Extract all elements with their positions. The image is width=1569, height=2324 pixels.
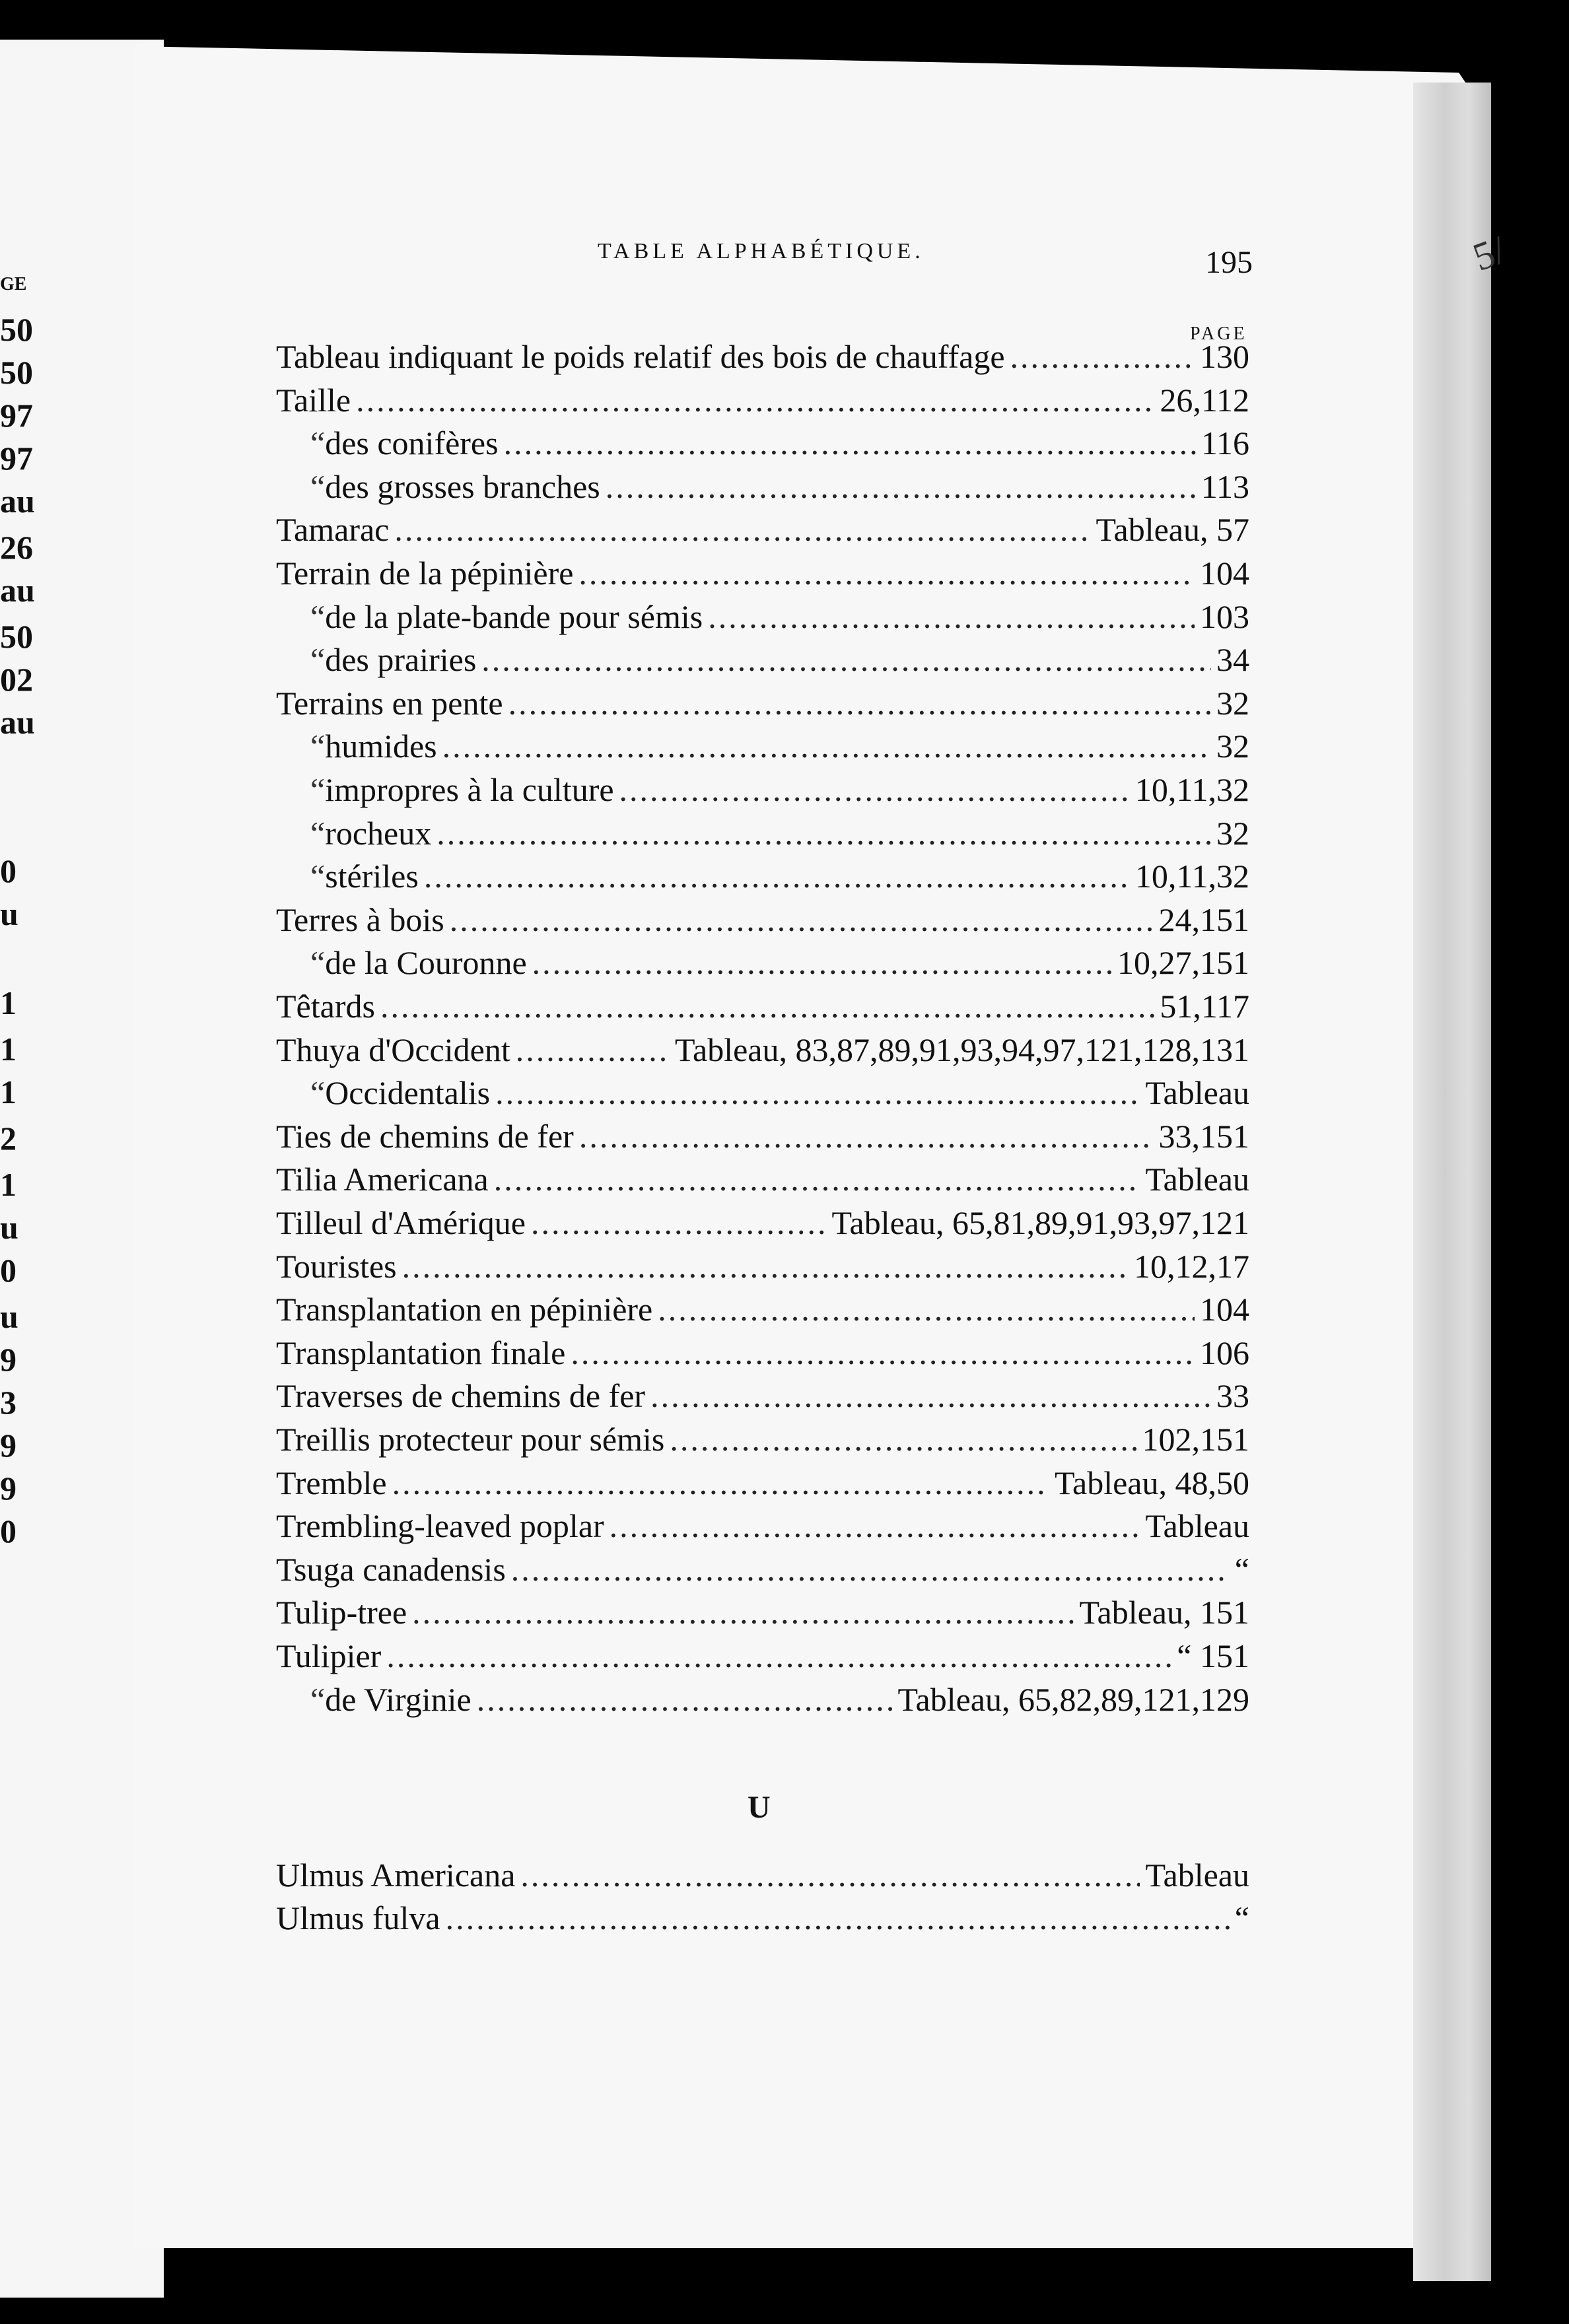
index-entry — [276, 1596, 1249, 1629]
entry-page-reference: 10,11,32 — [1134, 771, 1249, 808]
left-margin-fragment: 9 — [0, 1427, 17, 1464]
index-entry — [310, 944, 1249, 982]
entry-page-reference: 102,151 — [1142, 1421, 1249, 1458]
entry-page-reference: 34 — [1216, 641, 1249, 679]
entry-term: de Virginie — [325, 1680, 471, 1718]
entry-term: Tsuga canadensis — [276, 1550, 506, 1588]
dot-leader — [450, 903, 1154, 936]
entry-term: rocheux — [325, 814, 432, 852]
dot-leader — [520, 1859, 1140, 1892]
dot-leader — [516, 1033, 670, 1066]
entry-term: Occidentalis — [325, 1074, 491, 1112]
left-margin-fragment: 1 — [0, 1074, 17, 1111]
ditto-mark: “ — [310, 771, 326, 808]
entry-page-reference: 104 — [1200, 555, 1249, 592]
scan-border — [1491, 0, 1569, 2324]
dot-leader — [495, 1076, 1140, 1109]
entry-page-reference: 10,27,151 — [1117, 944, 1249, 982]
index-entry — [310, 773, 1249, 806]
index-entry — [310, 730, 1249, 763]
entry-page-reference: 33,151 — [1158, 1117, 1249, 1155]
dot-leader — [386, 1639, 1171, 1672]
index-entry — [276, 1247, 1249, 1285]
dot-leader — [610, 1509, 1140, 1542]
dot-leader — [424, 860, 1130, 893]
left-margin-fragment: 2 — [0, 1120, 17, 1157]
ditto-mark: “ — [310, 425, 326, 462]
left-margin-fragment: 1 — [0, 1031, 17, 1068]
entry-page-reference: Tableau, 151 — [1079, 1594, 1249, 1631]
ditto-mark: “ — [310, 858, 326, 895]
index-entry — [276, 381, 1249, 419]
entry-page-reference: Tableau — [1145, 1857, 1249, 1894]
left-margin-fragment: 50 — [0, 618, 33, 655]
entry-page-reference: “ — [1234, 1550, 1249, 1588]
index-entry — [310, 1074, 1249, 1112]
left-margin-fragment: 50 — [0, 311, 33, 348]
index-entry — [276, 1336, 1249, 1369]
index-entry — [276, 1163, 1249, 1196]
entry-term: impropres à la culture — [325, 771, 614, 808]
dot-leader — [380, 990, 1154, 1023]
left-margin-fragment: 3 — [0, 1384, 17, 1421]
index-entry — [276, 1206, 1249, 1239]
ditto-mark: “ — [310, 1680, 326, 1718]
entry-page-reference: 103 — [1200, 598, 1249, 635]
entry-page-reference: 33 — [1216, 1377, 1249, 1415]
left-margin-fragment: GE — [0, 274, 27, 294]
entry-term: Terres à bois — [276, 901, 444, 938]
ditto-mark: “ — [310, 1074, 326, 1112]
entry-page-reference: 113 — [1201, 467, 1249, 505]
dot-leader — [650, 1379, 1211, 1412]
entry-term: des conifères — [325, 425, 499, 462]
dot-leader — [571, 1336, 1195, 1369]
dot-leader — [511, 1553, 1230, 1586]
entry-page-reference: 106 — [1200, 1334, 1249, 1371]
entry-page-reference: 104 — [1200, 1291, 1249, 1328]
entry-page-reference: 32 — [1216, 684, 1249, 722]
index-entry — [310, 860, 1249, 893]
entry-page-reference: 32 — [1216, 814, 1249, 852]
index-entry — [276, 1293, 1249, 1326]
left-margin-fragment: 1 — [0, 1166, 17, 1203]
handwritten-mark: 5/ — [1467, 228, 1512, 280]
dot-leader — [392, 1466, 1049, 1499]
dot-leader — [1010, 340, 1195, 373]
dot-leader — [481, 643, 1211, 676]
entry-term: Traverses de chemins de fer — [276, 1377, 646, 1415]
entry-page-reference: “ — [1234, 1899, 1249, 1936]
left-margin-fragment: 02 — [0, 661, 33, 698]
left-margin-fragment: au — [0, 572, 35, 609]
index-entry — [276, 903, 1249, 936]
ditto-mark: “ — [310, 598, 326, 635]
index-entry — [276, 1466, 1249, 1499]
entry-page-reference: 10,12,17 — [1134, 1247, 1249, 1285]
dot-leader — [477, 1683, 893, 1716]
dot-leader — [412, 1596, 1074, 1629]
entry-term: Tulip-tree — [276, 1594, 407, 1631]
index-entry — [310, 467, 1249, 505]
page-column-label: PAGE — [1190, 324, 1247, 344]
left-margin-fragment: 0 — [0, 1513, 17, 1550]
entry-term: Tulipier — [276, 1637, 382, 1674]
entry-term: Terrains en pente — [276, 684, 503, 722]
dot-leader — [494, 1163, 1140, 1196]
entry-term: humides — [325, 728, 437, 765]
dot-leader — [402, 1250, 1129, 1283]
entry-page-reference: 32 — [1216, 728, 1249, 765]
left-margin-fragment: 97 — [0, 440, 33, 477]
left-margin-fragment: u — [0, 1209, 18, 1246]
index-entry — [310, 641, 1249, 679]
left-margin-fragment: 26 — [0, 529, 33, 566]
section-letter-u: U — [748, 1790, 771, 1825]
index-entry — [276, 1377, 1249, 1415]
entry-term: Taille — [276, 381, 351, 419]
entry-term: Tamarac — [276, 511, 390, 549]
left-margin-fragment: au — [0, 704, 35, 741]
index-entry — [276, 1507, 1249, 1545]
entry-page-reference: 26,112 — [1160, 381, 1249, 419]
dot-leader — [619, 773, 1130, 806]
entry-term: Ties de chemins de fer — [276, 1117, 574, 1155]
left-margin-fragment: 0 — [0, 852, 17, 889]
dot-leader — [658, 1293, 1195, 1326]
entry-page-reference: Tableau, 65,81,89,91,93,97,121 — [831, 1204, 1249, 1241]
dot-leader — [708, 600, 1195, 633]
ditto-mark: “ — [310, 814, 326, 852]
index-entry — [276, 340, 1249, 373]
left-margin-fragment: 50 — [0, 354, 33, 391]
running-head: TABLE ALPHABÉTIQUE. — [598, 239, 924, 263]
entry-term: Ulmus Americana — [276, 1857, 516, 1894]
entry-term: Transplantation finale — [276, 1334, 566, 1371]
left-margin-fragment: 1 — [0, 984, 17, 1021]
entry-term: des grosses branches — [325, 467, 600, 505]
left-margin-fragment: 9 — [0, 1341, 17, 1378]
entry-page-reference: Tableau, 83,87,89,91,93,94,97,121,128,131 — [674, 1031, 1249, 1068]
entry-term: Treillis protecteur pour sémis — [276, 1421, 665, 1458]
left-margin-fragment: 97 — [0, 397, 33, 434]
index-entry — [276, 1033, 1249, 1066]
ditto-mark: “ — [310, 944, 326, 982]
entry-term: des prairies — [325, 641, 477, 679]
ditto-mark: “ — [310, 641, 326, 679]
page-number: 195 — [1205, 245, 1253, 280]
dot-leader — [579, 1120, 1154, 1153]
dot-leader — [670, 1423, 1136, 1456]
left-margin-fragment: 0 — [0, 1252, 17, 1289]
entry-page-reference: 116 — [1201, 425, 1249, 462]
entry-page-reference: Tableau, 57 — [1096, 511, 1249, 549]
left-margin-fragment: 9 — [0, 1470, 17, 1507]
index-entry — [310, 814, 1249, 852]
index-entry — [276, 684, 1249, 722]
dot-leader — [356, 384, 1154, 417]
index-entry — [276, 1901, 1249, 1934]
entry-term: Terrain de la pépinière — [276, 555, 574, 592]
entry-term: Touristes — [276, 1247, 397, 1285]
entry-term: Tremble — [276, 1464, 387, 1501]
entry-term: Transplantation en pépinière — [276, 1291, 653, 1328]
entry-term: Tableau indiquant le poids relatif des bois de chauffage — [276, 338, 1005, 375]
entry-term: Ulmus fulva — [276, 1899, 440, 1936]
index-entry — [276, 1423, 1249, 1456]
entry-page-reference: Tableau — [1145, 1074, 1249, 1112]
index-entry — [276, 1550, 1249, 1588]
dot-leader — [394, 513, 1090, 546]
entry-page-reference: Tableau — [1145, 1507, 1249, 1545]
index-entry — [310, 600, 1249, 633]
dot-leader — [532, 946, 1112, 979]
entry-page-reference: 10,11,32 — [1134, 858, 1249, 895]
dot-leader — [504, 427, 1196, 460]
index-entry — [276, 1117, 1249, 1155]
ditto-mark: “ — [310, 728, 326, 765]
index-entry — [276, 990, 1249, 1023]
left-margin-fragment: u — [0, 895, 18, 932]
entry-term: Trembling-leaved poplar — [276, 1507, 604, 1545]
page-edge-shadow — [1413, 83, 1492, 2281]
entry-page-reference: 130 — [1200, 338, 1249, 375]
index-entry — [276, 557, 1249, 590]
index-entry — [310, 1680, 1249, 1718]
entry-term: de la plate-bande pour sémis — [325, 598, 703, 635]
entry-term: Tilia Americana — [276, 1161, 489, 1198]
entry-page-reference: 51,117 — [1160, 988, 1249, 1025]
entry-term: Tilleul d'Amérique — [276, 1204, 526, 1241]
entry-page-reference: Tableau, 48,50 — [1054, 1464, 1249, 1501]
entry-page-reference: 24,151 — [1158, 901, 1249, 938]
entry-term: stériles — [325, 858, 419, 895]
entry-term: Thuya d'Occident — [276, 1031, 510, 1068]
dot-leader — [442, 730, 1211, 763]
dot-leader — [531, 1206, 826, 1239]
dot-leader — [508, 687, 1211, 720]
index-entry — [310, 427, 1249, 460]
index-entry — [276, 1859, 1249, 1892]
ditto-mark: “ — [310, 467, 326, 505]
dot-leader — [436, 817, 1211, 850]
dot-leader — [606, 470, 1196, 503]
dot-leader — [446, 1901, 1230, 1934]
entry-page-reference: “ 151 — [1177, 1637, 1249, 1674]
entry-page-reference: Tableau — [1145, 1161, 1249, 1198]
entry-term: Têtards — [276, 988, 375, 1025]
entry-term: de la Couronne — [325, 944, 527, 982]
entry-page-reference: Tableau, 65,82,89,121,129 — [897, 1680, 1249, 1718]
dot-leader — [578, 557, 1195, 590]
left-margin-fragment: au — [0, 483, 35, 520]
index-entry — [276, 1639, 1249, 1672]
index-entry — [276, 511, 1249, 549]
left-margin-fragment: u — [0, 1298, 18, 1335]
